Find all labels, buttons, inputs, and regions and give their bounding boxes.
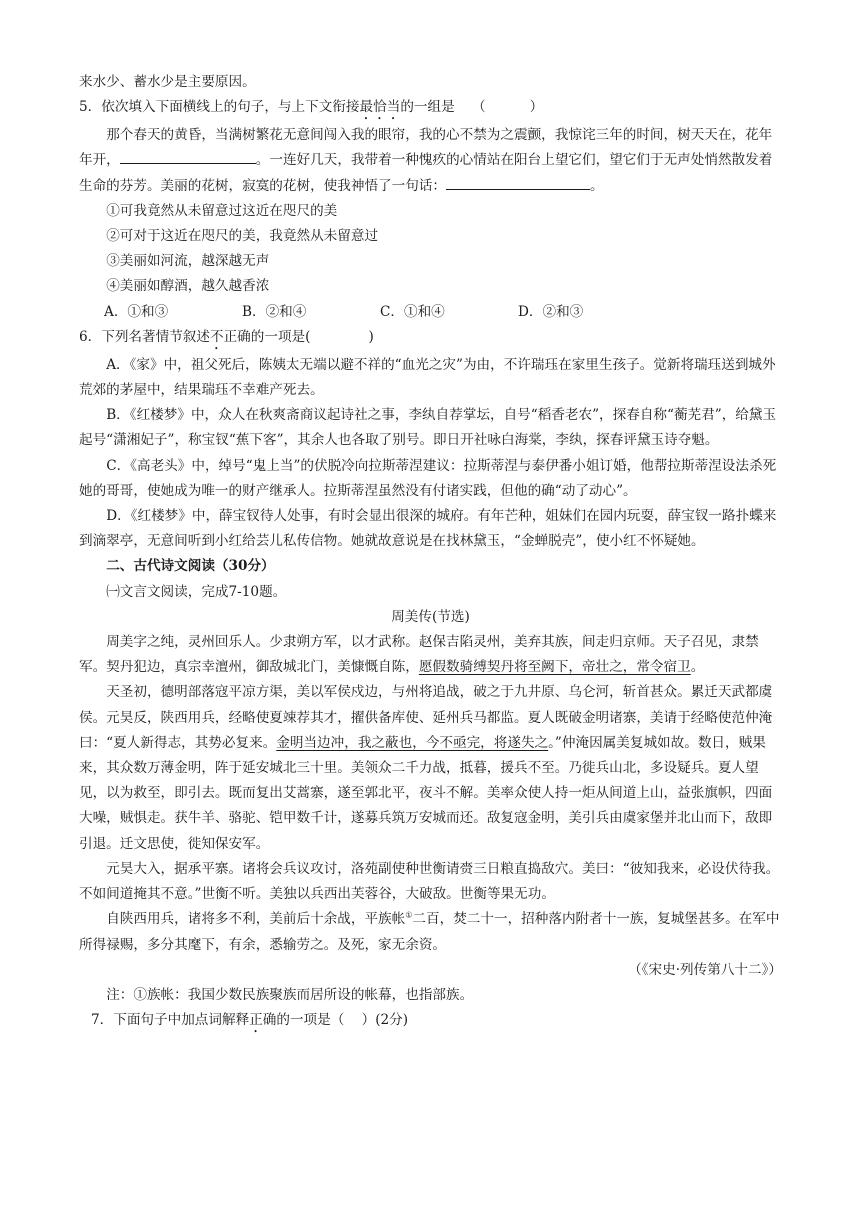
passage-source: （《宋史·列传第八十二》）	[628, 961, 782, 978]
q5-option-a[interactable]: A．①和③	[104, 303, 169, 320]
q5-sentence-3: ③美丽如河流，越深越无声	[106, 253, 270, 270]
passage-paragraph-4: 自陕西用兵，诸将多不利，美前后十余战，平族帐①二百，焚二十一，招种落内附者十一族，复城堡甚多。在军中所得禄赐，多分其麾下，有余，悉输劳之。及死，家无余资。	[79, 910, 780, 953]
section-heading: 二、古代诗文阅读（30分）	[106, 558, 275, 575]
question-5-stem: 5．依次填入下面横线上的句子，与上下文衔接最恰当的一组是 （ ）	[79, 99, 544, 116]
subsection-heading: ㈠文言文阅读，完成7-10题。	[106, 583, 287, 600]
q5-sentence-4: ④美丽如醇酒，越久越香浓	[106, 278, 270, 295]
emphasis-dots: 正	[249, 1012, 263, 1029]
fill-blank-2[interactable]	[446, 175, 590, 190]
q5-option-b[interactable]: B．②和④	[242, 303, 307, 320]
text-line-continuation: 来水少、蓄水少是主要原因。	[79, 74, 256, 90]
passage-paragraph-1: 周美字之纯，灵州回乐人。少隶朔方军，以才武称。赵保吉陷灵州，美弃其族，间走归京师。天子召见，隶禁军。契丹犯边，真宗幸澶州，御敌城北门，美慷慨自陈，愿假数骑缚契丹将至阙下，帝壮之，常令宿卫。	[79, 634, 759, 676]
passage-paragraph-2: 天圣初，德明部落寇平凉方渠，美以军侯戍边，与州将追战，破之于九井原、乌仑河，斩首甚众。累迁天武都虞侯。元昊反，陕西用兵，经略使夏竦荐其才，擢供备库使、延州兵马都监。夏人既破金明诸寨，美请于经略使范仲淹曰：“夏人新得志，其势必复来。金明当边冲，我之蔽也，今不亟完，将遂失之。”仲淹因属美复城如故。数日，贼果来，其众数万薄金明，阵于延安城北三十里。美领众二千力战，抵暮，援兵不至。乃徙兵山北，多设疑兵。夏人望见，以为救至，即引去。既而复出艾蒿寨，遂至郭北平，夜斗不解。美率众使人持一炬从间道上山，益张旗帜，四面大噪，贼惧走。获牛羊、骆驼、铠甲数千计，遂募兵筑万安城而还。敌复寇金明，美引兵由虞家堡并北山而下，敌即引退。迁文思使，徙知保安军。	[79, 684, 773, 852]
q5-sentence-2: ②可对于这近在咫尺的美，我竟然从未留意过	[106, 228, 379, 245]
q6-option-d[interactable]: D．《红楼梦》中，薛宝钗待人处事，有时会显出很深的城府。有年芒种，姐妹们在园内玩耍，薛宝钗一路扑蝶来到滴翠亭，无意间听到小红给芸儿私传信物。她就故意说是在找林黛玉，“金蝉脱壳”，使小红不怀疑她。	[79, 508, 777, 550]
q5-options	[79, 300, 782, 325]
fill-blank-1[interactable]	[120, 149, 256, 164]
question-7-stem: 7．下面句子中加点词解释正确的一项是（ ）(2分)	[91, 1012, 409, 1029]
q5-sentence-1: ①可我竟然从未留意过这近在咫尺的美	[106, 202, 338, 219]
q5-option-d[interactable]: D．②和③	[518, 303, 584, 320]
exam-page	[79, 70, 782, 1036]
footnote-marker: ①	[405, 910, 413, 920]
footnote: 注：①族帐：我国少数民族聚族而居所设的帐幕，也指部族。	[106, 986, 474, 1003]
question-5-passage: 那个春天的黄昏，当满树繁花无意间闯入我的眼帘，我的心不禁为之震颤，我惊诧三年的时间，树天天在，花年年开， 。一连好几天，我带着一种愧疚的心情站在阳台上望它们，望它们于无声处悄然散发着生命的芬芳。美丽的花树，寂寞的花树，使我神悟了一句话： 。	[79, 127, 773, 194]
q6-option-b[interactable]: B．《红楼梦》中，众人在秋爽斋商议起诗社之事，李纨自荐掌坛，自号“稻香老农”，探春自称“蘅芜君”，给黛玉起号“潇湘妃子”，称宝钗“蕉下客”，其余人也各取了别号。即日开社咏白海棠，李纨，探春评黛玉诗夺魁。	[79, 407, 777, 449]
q6-option-c[interactable]: C．《高老头》中，绰号“鬼上当”的伏脱冷向拉斯蒂涅建议：拉斯蒂涅与泰伊番小姐订婚，他帮拉斯蒂涅设法杀死她的哥哥，使她成为唯一的财产继承人。拉斯蒂涅虽然没有付诸实践，但他的确“动了动心”。	[79, 457, 777, 499]
underlined-sentence: 金明当边冲，我之蔽也，今不亟完，将遂失之	[276, 734, 549, 751]
emphasis-dots: 不	[210, 328, 224, 345]
passage-title: 周美传(节选)	[391, 608, 470, 625]
underlined-sentence: 愿假数骑缚契丹将至阙下，帝壮之，常令宿卫	[418, 659, 691, 676]
q6-option-a[interactable]: A．《家》中，祖父死后，陈姨太无端以避不祥的“血光之灾”为由，不许瑞珏在家里生孩子。觉新将瑞珏送到城外荒郊的茅屋中，结果瑞珏不幸难产死去。	[79, 356, 776, 399]
q5-option-c[interactable]: C．①和④	[380, 303, 445, 320]
emphasis-dots: 最恰当	[359, 99, 401, 116]
question-6-stem: 6．下列名著情节叙述不正确的一项是( )	[79, 328, 374, 345]
passage-paragraph-3: 元昊大入，据承平寨。诸将会兵议攻讨，洛苑副使种世衡请赍三日粮直捣敌穴。美曰：“彼知我来，必设伏待我。不如间道掩其不意。”世衡不听。美独以兵西出芙蓉谷，大破敌。世衡等果无功。	[79, 860, 780, 903]
